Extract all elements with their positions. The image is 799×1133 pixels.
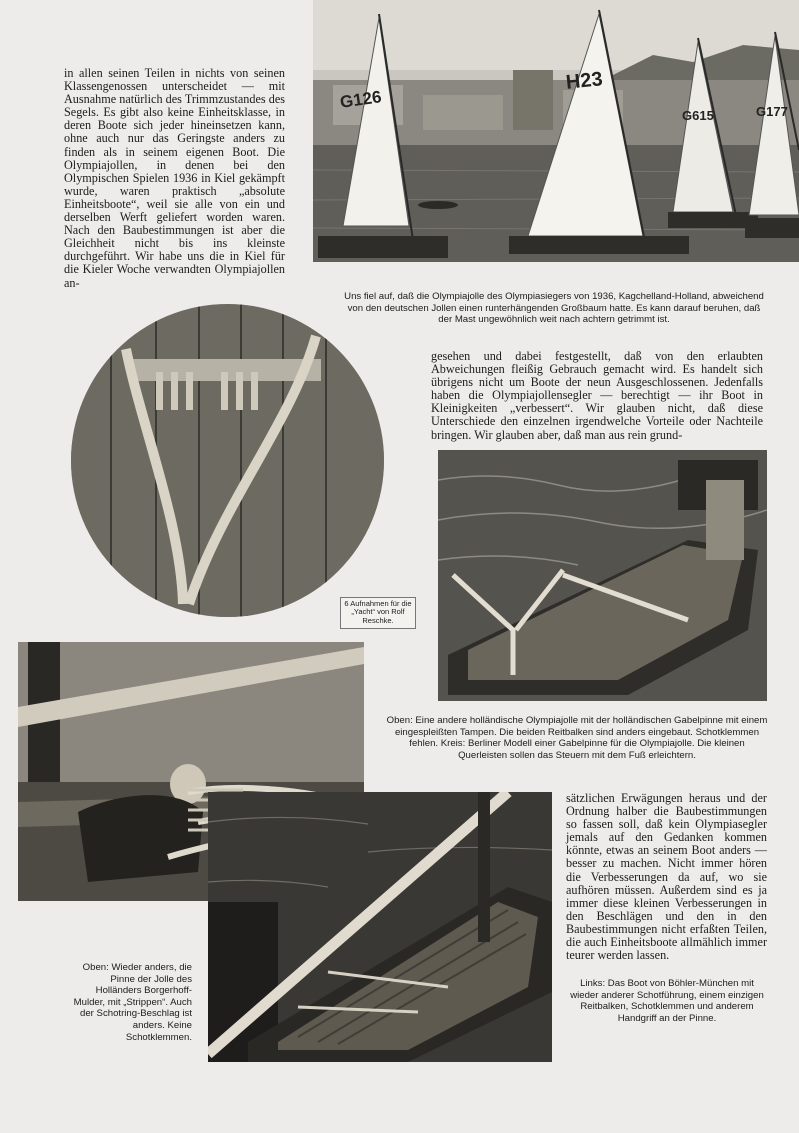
- photo-dutch-dinghy: [438, 450, 767, 701]
- article-column-2: gesehen und dabei festgestellt, daß von den erlaubten Abweichungen fleißig Gebrauch gemacht wird. Es handelt sich übrigens nicht um Boote der neun Ausgeschlossenen. Jedenfalls haben die Olympiajollensegler — berechtigt — ihr Boot in Kleinigkeiten „verbessert“. Wir glauben nicht, daß diese Unterschiede den einzelnen irgendwelche Vorteile oder Nachteile bringen. Wir glauben aber, daß man aus rein grund-: [431, 349, 763, 442]
- sail-number-g615: G615: [682, 108, 714, 123]
- photo-circle-tiller: [71, 304, 384, 617]
- article-column-1: in allen seinen Teilen in nichts von seinen Klassengenossen unterscheidet — mit Ausnahme natürlich des Trimmzustandes des Segels. Es gibt also keine Einheitsklasse, in deren Boote sich jeder hineinsetzen kann, ohne auch nur das Geringste anders zu finden als in seinem eigenen Boot. Die Olympiajollen, in denen bei den Olympischen Spielen 1936 in Kiel gekämpft wurde, waren praktisch „absolute Einheitsboote“, weil sie alle von ein und derselben Werft geliefert worden waren. Nach den Baubestimmungen ist aber die Gleichheit nicht bis ins kleinste durchgeführt. Wir habe uns die in Kiel für die Kieler Woche verwandten Olympiajollen an-: [64, 66, 285, 290]
- caption-oben-mulder: Oben: Wieder anders, die Pinne der Jolle des Holländers Borgerhoff-Mulder, mit „Strippen“. Auch der Schotring-Beschlag ist anders. Keine Schotklemmen.: [73, 962, 192, 1043]
- sail-number-g126: G126: [338, 87, 383, 112]
- caption-links: Links: Das Boot von Böhler-München mit wieder anderer Schotführung, einem einzigen Reitbalken, Schotklemmen und anderem Handgriff an der Pinne.: [570, 978, 764, 1024]
- photo-credit: 6 Aufnahmen für die „Yacht“ von Rolf Reschke.: [340, 597, 416, 629]
- caption-top: Uns fiel auf, daß die Olympiajolle des Olympiasiegers von 1936, Kagchelland-Holland, abweichend von den deutschen Jollen einen runterhängenden Großbaum hatte. Es kann darauf beruhen, daß der Mast ungewöhnlich weit nach achtern getrimmt ist.: [344, 291, 764, 326]
- photo-regatta: [313, 0, 799, 262]
- sail-number-h23: H23: [564, 68, 604, 94]
- caption-oben-holland: Oben: Eine andere holländische Olympiajolle mit der holländischen Gabelpinne mit einem eingespleißten Tampen. Die beiden Reitbalken sind anders eingebaut. Schotklemmen fehlen. Kreis: Berliner Modell einer Gabelpinne für die Olympiajolle. Die kleinen Querleisten sollen das Steuern mit dem Fuß erleichtern.: [386, 715, 768, 761]
- photo-boehler-boat: [208, 792, 552, 1062]
- sail-number-g177: G177: [756, 104, 788, 119]
- article-column-3: sätzlichen Erwägungen heraus und der Ordnung halber die Baubestimmungen so fassen soll, daß kein Olympiasegler jemals auf den Gedanken kommen könnte, etwas an seinem Boot anders — besser zu machen. Nicht immer hören die Verbesserungen da auf, wo sie aufhören müssen. Außerdem sind es ja immer diese kleinen Verbesserungen in den Beschlägen und den in den Baubestimmungen nicht erfaßten Teilen, die auch Einheitsboote allmählich immer teurer werden lassen.: [566, 791, 767, 963]
